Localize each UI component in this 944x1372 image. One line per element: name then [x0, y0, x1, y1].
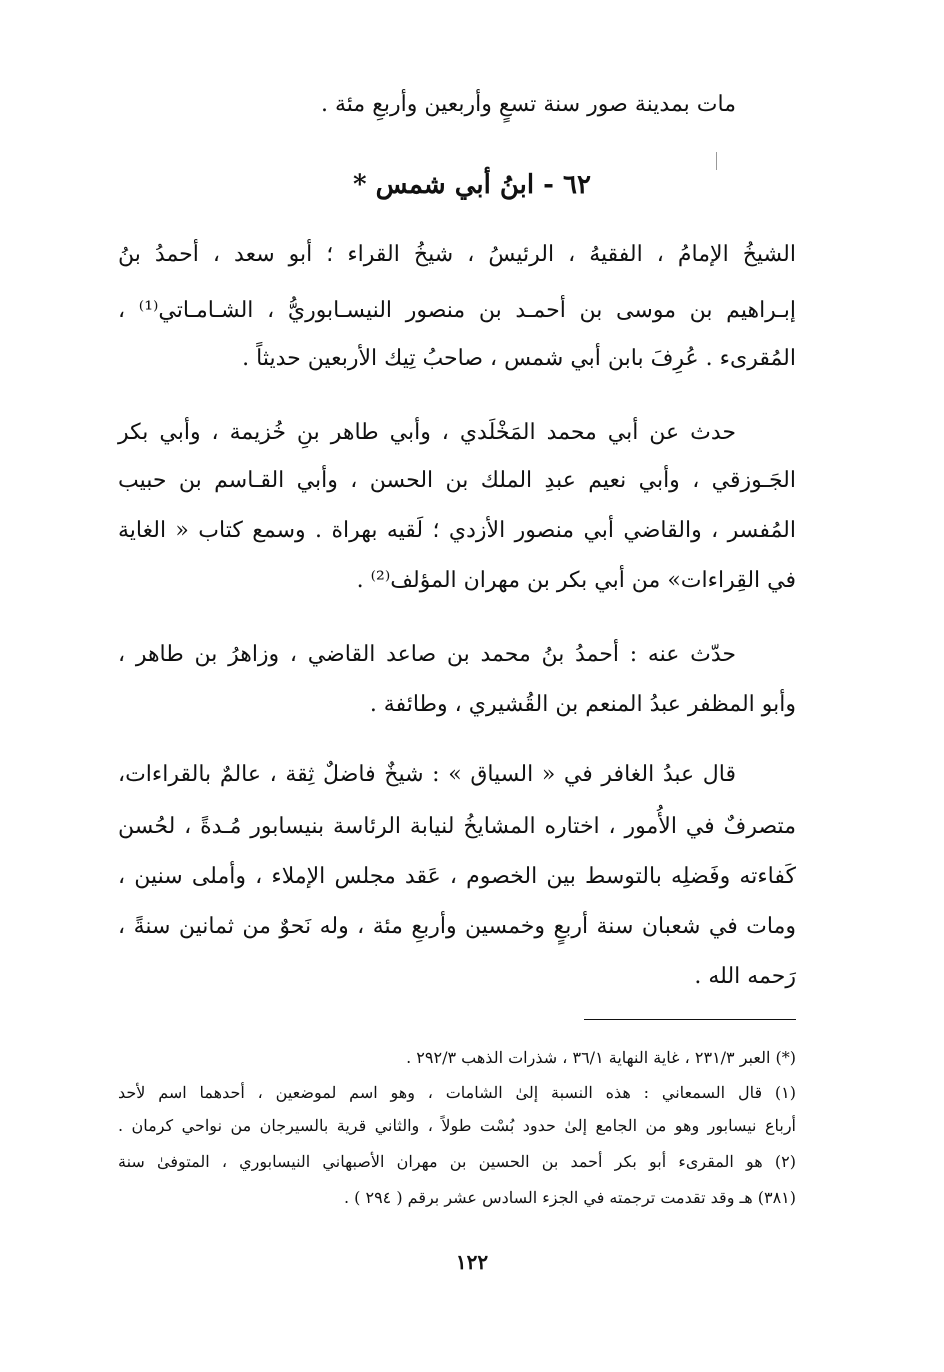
text-line: المُفسر ، والقاضي أبي منصور الأزدي ؛ لَقيه بهراة . وسمع كتاب « الغاية: [118, 518, 796, 543]
footnote-line: أرباع نيسابور وهو من الجامع إلىٰ حدود بُسْت طولاً ، والثاني قرية بالسيرجان من نواحي كرمان .: [118, 1116, 796, 1135]
footnote-line: (*) العبر ٢٣١/٣ ، غاية النهاية ٣٦/١ ، شذرات الذهب ٢٩٢/٣ .: [406, 1048, 796, 1067]
footnote-separator: [584, 1019, 796, 1020]
text-line: الشيخُ الإمامُ ، الفقيهُ ، الرئيسُ ، شيخُ القراء ؛ أبو سعد ، أحمدُ بنُ: [118, 242, 796, 267]
footnote-line: (٣٨١) هـ وقد تقدمت ترجمته في الجزء السادس عشر برقم ( ٢٩٤ ) .: [343, 1188, 796, 1207]
text-line: الجَـوزقي ، وأبي نعيم عبدِ الملك بن الحسن ، وأبي القـاسم بن حبيب: [118, 468, 796, 493]
page-number: ١٢٢: [455, 1250, 489, 1274]
text-line: في القِراءات» من أبي بكر بن مهران المؤلف⁽²⁾ .: [356, 568, 796, 593]
text-line: المُقرىء . عُرِفَ بابن أبي شمس ، صاحبُ تِيك الأربعين حديثاً .: [242, 346, 796, 371]
text-line: وأبو المظفر عبدُ المنعم بن القُشيري ، وطائفة .: [369, 692, 796, 717]
entry-heading: ٦٢ - ابنُ أبي شمس *: [353, 170, 591, 200]
text-line: حدّث عنه : أحمدُ بنُ محمد بن صاعد القاضي ، وزاهرُ بن طاهر ،: [118, 642, 736, 667]
text-line: إبـراهيم بن موسى بن أحمـد بن منصور النيسـابوريُّ ، الشـامـاتي⁽¹⁾ ،: [118, 298, 797, 323]
text-line: كَفاءته وفَضلِه بالتوسط بين الخصوم ، عَقد مجلس الإملاء ، وأملى سنين ،: [118, 864, 796, 889]
footnote-line: (١) قال السمعاني : هذه النسبة إلىٰ الشامات ، وهو اسم لموضعين ، أحدهما اسم لأحد: [118, 1083, 796, 1102]
footnote-line: (٢) هو المقرىء أبو بكر أحمد بن الحسين بن مهران الأصبهاني النيسابوري ، المتوفىٰ سنة: [118, 1152, 796, 1171]
closing-line-previous-entry: مات بمدينة صور سنة تسعٍ وأربعين وأربعِ مئة .: [321, 92, 736, 117]
text-line: متصرفٌ في الأُمور ، اختاره المشايخُ لنيابة الرئاسة بنيسابور مُـدةً ، لحُسن: [118, 814, 796, 839]
text-line: قال عبدُ الغافر في « السياق » : شيخٌ فاضلٌ ثِقة ، عالمٌ بالقراءات،: [118, 762, 736, 787]
text-line: حدث عن أبي محمد المَخْلَدي ، وأبي طاهر بنِ خُزيمة ، وأبي بكر: [118, 420, 736, 445]
text-line: رَحمه الله .: [694, 964, 796, 989]
text-line: ومات في شعبان سنة أربعٍ وخمسين وأربعِ مئة ، وله نَحوٌ من ثمانين سنةً ،: [118, 914, 796, 939]
